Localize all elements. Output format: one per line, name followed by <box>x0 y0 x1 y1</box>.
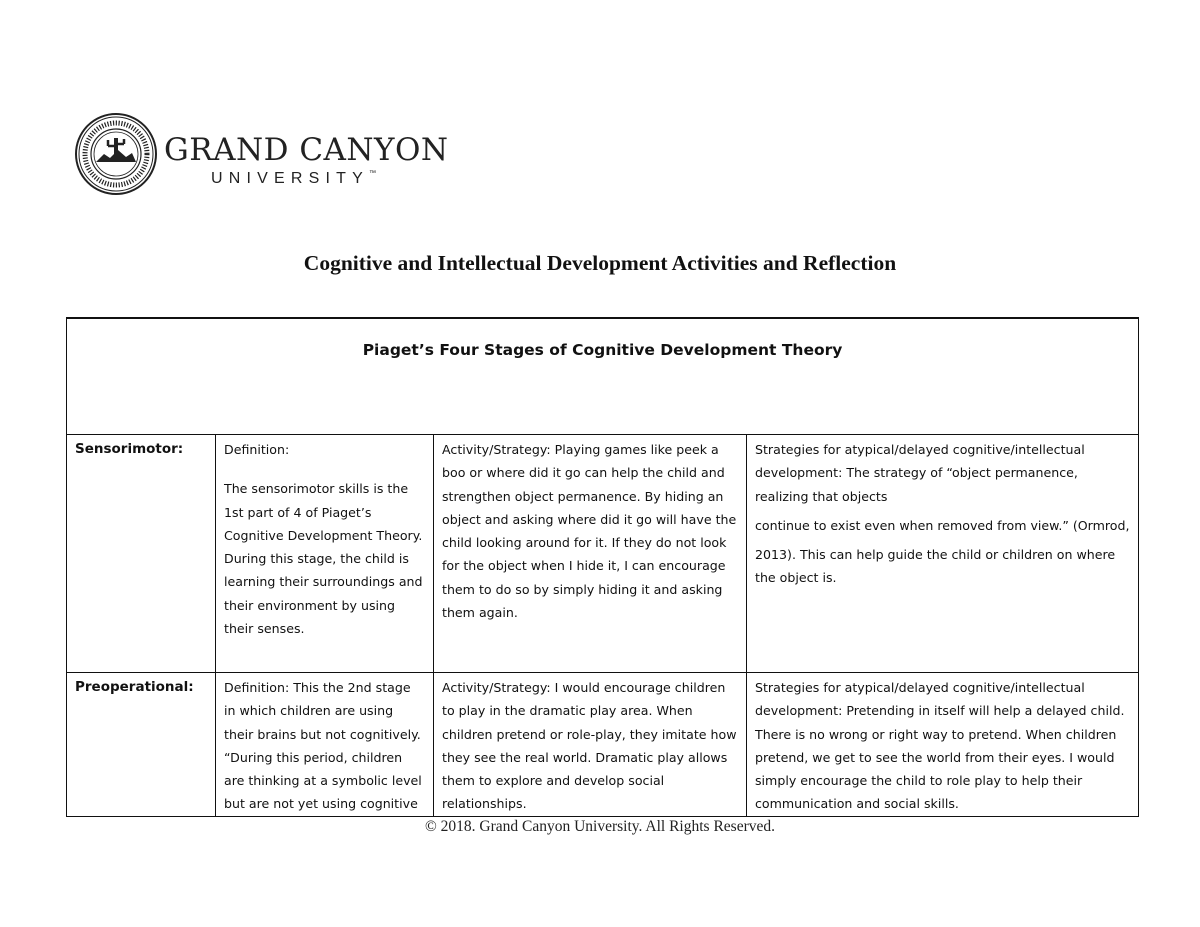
definition-cell: Definition: This the 2nd stage in which children are using their brains but not cognitively. “During this period, children are thinking at a symbolic level but are not yet using cognitive <box>216 673 434 817</box>
definition-text: The sensorimotor skills is the 1st part of 4 of Piaget’s Cognitive Development Theory. During this stage, the child is learning their surroundings and their environment by using their senses. <box>224 481 423 637</box>
strategy-paragraph: continue to exist even when removed from view.” (Ormrod, <box>755 517 1130 533</box>
logo-subtitle <box>211 170 376 188</box>
strategy-paragraph: 2013). This can help guide the child or children on where the object is. <box>755 547 1116 586</box>
table-row <box>67 673 1139 817</box>
strategy-cell: Strategies for atypical/delayed cognitive/intellectual development: Pretending in itself will help a delayed child. There is no wrong or right way to pretend. When children pretend, we get to see the world from their eyes. I would simply encourage the child to role play to help their communication and social skills. <box>747 673 1139 817</box>
stages-table <box>66 317 1139 817</box>
trademark-mark: ™ <box>369 170 377 177</box>
copyright-footer: © 2018. Grand Canyon University. All Rights Reserved. <box>424 818 775 835</box>
definition-label: Definition: <box>224 442 290 457</box>
logo-subtitle-text: UNIVERSITY <box>211 170 370 187</box>
table-row <box>67 435 1139 673</box>
definition-cell <box>216 435 434 673</box>
stage-label: Sensorimotor: <box>67 435 216 673</box>
activity-cell: Activity/Strategy: Playing games like peek a boo or where did it go can help the child and strengthen object permanence. By hiding an object and asking where did it go will have the child looking around for it. If they do not look for the object when I hide it, I can encourage them to do so by simply hiding it and asking them again. <box>434 435 747 673</box>
university-logo <box>74 112 454 194</box>
stage-label: Preoperational: <box>67 673 216 817</box>
table-header: Piaget’s Four Stages of Cognitive Development Theory <box>67 318 1139 435</box>
strategy-cell <box>747 435 1139 673</box>
table-header-row <box>67 318 1139 435</box>
activity-cell: Activity/Strategy: I would encourage children to play in the dramatic play area. When children pretend or role-play, they imitate how they see the real world. Dramatic play allows them to explore and develop social relationships. <box>434 673 747 817</box>
logo-name: GRAND CANYON <box>164 132 449 168</box>
document-title: Cognitive and Intellectual Development Activities and Reflection <box>303 251 897 275</box>
strategy-paragraph: Strategies for atypical/delayed cognitive/intellectual development: The strategy of “object permanence, realizing that objects <box>755 442 1085 504</box>
university-seal-icon <box>74 112 158 196</box>
